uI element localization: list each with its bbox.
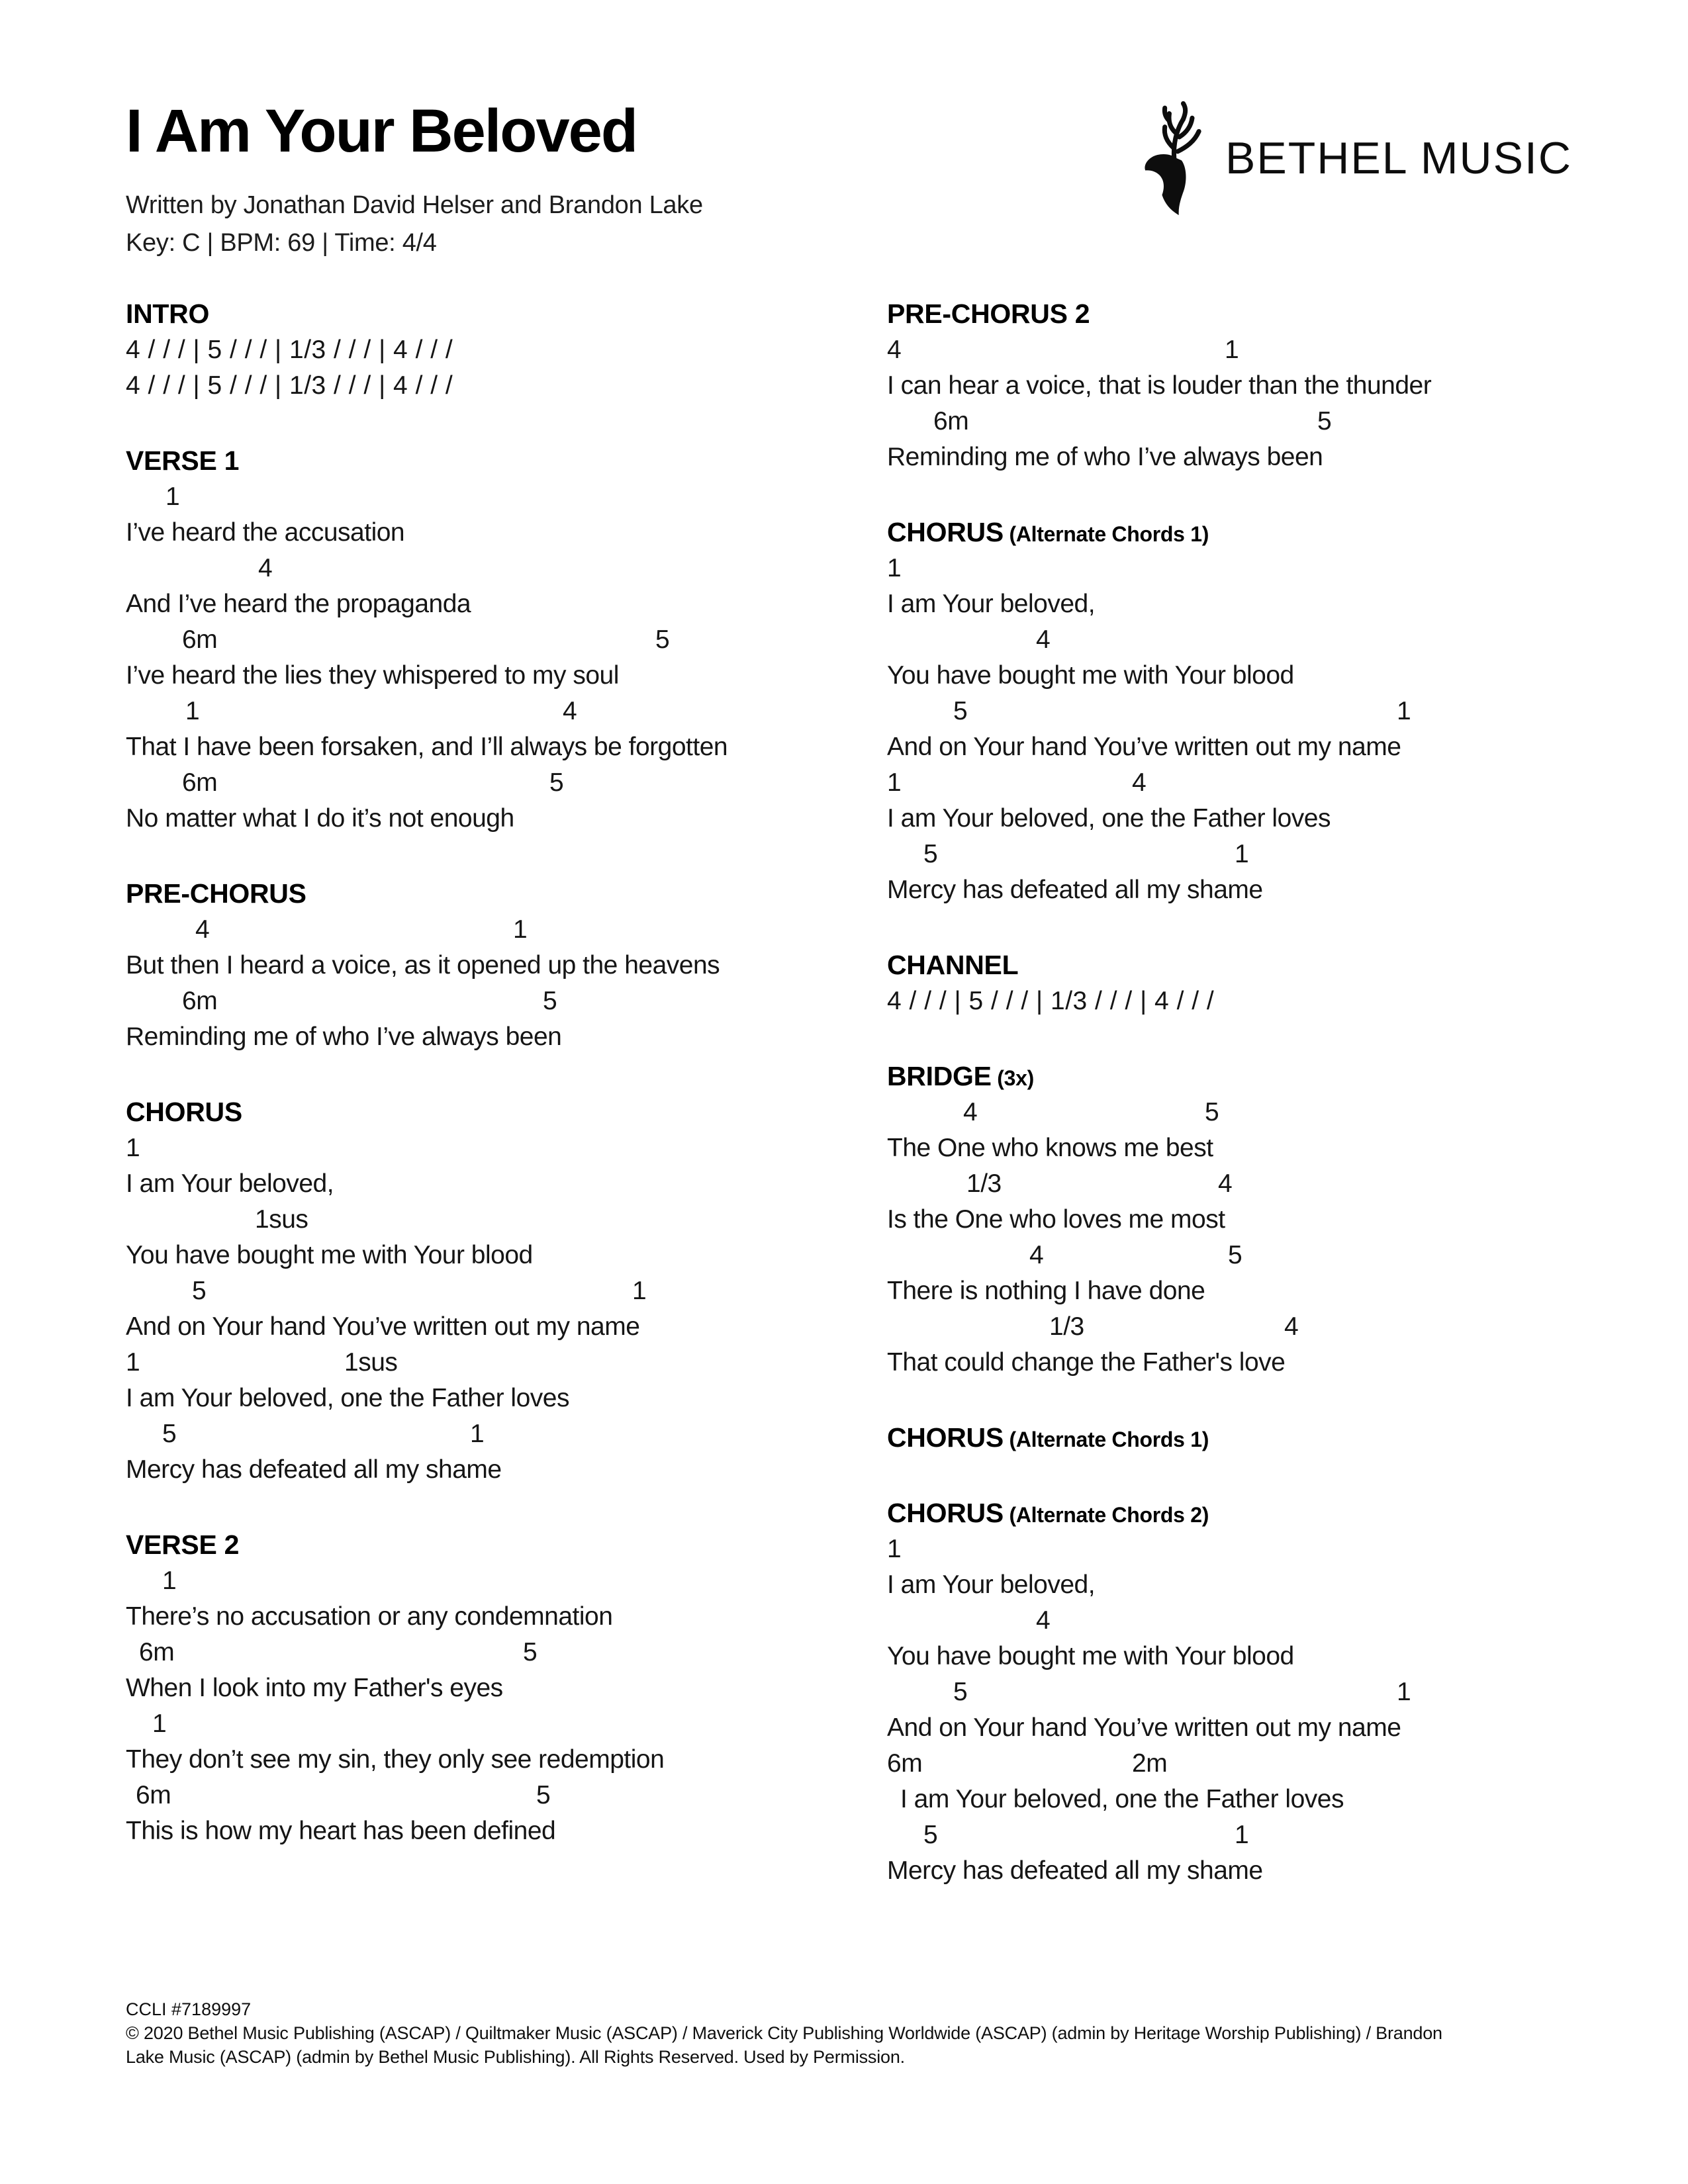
section-title: CHANNEL — [887, 950, 1019, 980]
chord: 5 — [923, 1821, 938, 1849]
chord-line — [887, 1746, 1572, 1782]
lyric-line: I am Your beloved, — [887, 590, 1096, 618]
chord: 5 — [655, 625, 670, 654]
section-intro — [126, 295, 887, 404]
chord-line — [887, 1817, 1572, 1853]
chord-line — [126, 765, 887, 801]
chord: 1 — [887, 554, 902, 582]
lyric-line: You have bought me with Your blood — [887, 661, 1294, 690]
chord: 5 — [192, 1277, 207, 1305]
section-title-suffix: (3x) — [991, 1066, 1034, 1090]
chord: 1 — [1235, 1821, 1249, 1849]
chord: 5 — [162, 1420, 177, 1448]
lyric-line: There’s no accusation or any condemnation — [126, 1602, 613, 1631]
chord: 5 — [536, 1781, 551, 1809]
lyric-line: I am Your beloved, — [126, 1169, 334, 1198]
chord: 6m — [139, 1638, 175, 1666]
chord: 4 — [195, 915, 210, 944]
chord-run-line: 4 / / / | 5 / / / | 1/3 / / / | 4 / / / — [126, 371, 453, 400]
section-bridge-3x — [887, 1058, 1572, 1381]
chord-line — [887, 622, 1572, 658]
chord-line — [126, 694, 887, 729]
chord-line — [887, 404, 1572, 439]
section-header — [887, 1494, 1572, 1531]
section-header — [887, 295, 1572, 332]
section-verse-1 — [126, 442, 887, 837]
chord-run-line: 4 / / / | 5 / / / | 1/3 / / / | 4 / / / — [887, 987, 1215, 1015]
chord: 1sus — [255, 1205, 308, 1234]
chord: 1 — [1235, 840, 1249, 868]
chord: 4 — [563, 697, 577, 725]
section-title: PRE-CHORUS — [126, 878, 306, 909]
song-key-bpm-time: Key: C | BPM: 69 | Time: 4/4 — [126, 228, 437, 257]
page-header — [126, 99, 1572, 257]
chord-line — [887, 1674, 1572, 1710]
lyric-line: I am Your beloved, one the Father loves — [126, 1384, 569, 1412]
chord-line — [126, 1563, 887, 1599]
section-header — [126, 442, 887, 479]
chord: 1 — [1397, 697, 1411, 725]
deer-icon — [1135, 99, 1213, 217]
chord-line — [887, 1309, 1572, 1345]
chord: 4 — [1284, 1312, 1299, 1341]
chord: 4 — [1029, 1241, 1044, 1269]
chord: 4 — [963, 1098, 978, 1126]
section-title: CHORUS — [887, 517, 1004, 547]
lyric-line: Reminding me of who I’ve always been — [126, 1023, 562, 1051]
chord: 1 — [1397, 1678, 1411, 1706]
chord-line — [887, 551, 1572, 586]
section-header — [887, 514, 1572, 551]
chord: 4 — [1036, 625, 1051, 654]
section-title: CHORUS — [887, 1498, 1004, 1528]
chord-line — [887, 694, 1572, 729]
copyright-line: © 2020 Bethel Music Publishing (ASCAP) / Quiltmaker Music (ASCAP) / Maverick City Publishing Worldwide (ASCAP) (admin by Heritage Worship Publishing) / Brandon — [126, 2023, 1442, 2043]
chord: 1/3 — [1049, 1312, 1084, 1341]
chord-line — [887, 1095, 1572, 1130]
section-title: VERSE 1 — [126, 445, 240, 476]
lyric-line: Reminding me of who I’ve always been — [887, 443, 1323, 471]
copyright-line: Lake Music (ASCAP) (admin by Bethel Music Publishing). All Rights Reserved. Used by Permission. — [126, 2047, 905, 2067]
section-channel — [887, 946, 1572, 1019]
lyric-line: I am Your beloved, one the Father loves — [900, 1785, 1344, 1813]
lyric-line: You have bought me with Your blood — [126, 1241, 533, 1269]
chord-line — [126, 1130, 887, 1166]
lyric-line: Mercy has defeated all my shame — [126, 1455, 502, 1484]
chord-line — [126, 1273, 887, 1309]
section-title-suffix: (Alternate Chords 2) — [1003, 1503, 1209, 1527]
bethel-music-logo — [1135, 99, 1572, 217]
chord: 4 — [258, 554, 273, 582]
section-chorus-alternate-chords-1 — [887, 1419, 1572, 1456]
chord-line — [126, 912, 887, 948]
chord-line — [126, 479, 887, 515]
chord-line — [126, 622, 887, 658]
chord-line — [126, 1345, 887, 1381]
chord: 1 — [162, 1567, 177, 1595]
lyric-line: This is how my heart has been defined — [126, 1817, 556, 1845]
right-column — [887, 295, 1572, 1927]
chord-line — [887, 1238, 1572, 1273]
chord-line — [887, 1531, 1572, 1567]
section-verse-2 — [126, 1526, 887, 1849]
section-title: CHORUS — [887, 1422, 1004, 1453]
chord-line — [887, 837, 1572, 872]
chord: 5 — [543, 987, 557, 1015]
chord: 6m — [136, 1781, 171, 1809]
section-title: INTRO — [126, 298, 210, 329]
lyric-line: There is nothing I have done — [887, 1277, 1205, 1305]
section-chorus-alternate-chords-2 — [887, 1494, 1572, 1889]
lyric-line: Mercy has defeated all my shame — [887, 876, 1263, 904]
lyric-line: No matter what I do it’s not enough — [126, 804, 514, 833]
chord: 4 — [887, 336, 902, 364]
chord: 1 — [513, 915, 528, 944]
chord: 4 — [1036, 1606, 1051, 1635]
chord: 1 — [185, 697, 200, 725]
chord-line — [126, 1202, 887, 1238]
section-header — [887, 1058, 1572, 1095]
chord-run-line: 4 / / / | 5 / / / | 1/3 / / / | 4 / / / — [126, 336, 453, 364]
chord: 5 — [549, 768, 564, 797]
chord: 1 — [632, 1277, 647, 1305]
chord: 6m — [182, 987, 218, 1015]
chord: 1 — [126, 1134, 140, 1162]
chord: 1 — [887, 1535, 902, 1563]
chord: 6m — [182, 625, 218, 654]
chord: 5 — [1205, 1098, 1219, 1126]
lyric-line: And on Your hand You’ve written out my name — [887, 733, 1401, 761]
chord-line — [887, 765, 1572, 801]
section-header — [126, 1526, 887, 1563]
ccli-number: CCLI #7189997 — [126, 1999, 252, 2019]
chord-line — [887, 1166, 1572, 1202]
chord-line — [126, 1706, 887, 1742]
chord: 4 — [1132, 768, 1147, 797]
logo-wordmark: BETHEL MUSIC — [1225, 133, 1572, 183]
chord: 1 — [152, 1709, 167, 1738]
left-column — [126, 295, 887, 1927]
chord-line — [126, 1416, 887, 1452]
chord-line — [887, 332, 1572, 368]
lyric-line: Mercy has defeated all my shame — [887, 1856, 1263, 1885]
chord-line — [126, 983, 887, 1019]
lyric-line: That I have been forsaken, and I’ll always be forgotten — [126, 733, 728, 761]
chord: 5 — [953, 1678, 968, 1706]
chord-line — [126, 551, 887, 586]
chart-columns — [126, 295, 1572, 1927]
chord: 1sus — [344, 1348, 398, 1377]
chord: 6m — [933, 407, 969, 435]
section-chorus — [126, 1093, 887, 1488]
lyric-line: But then I heard a voice, as it opened up the heavens — [126, 951, 720, 979]
chord: 1 — [887, 768, 902, 797]
chord-line — [887, 1603, 1572, 1639]
chord: 1 — [1225, 336, 1239, 364]
section-pre-chorus — [126, 875, 887, 1055]
chord: 4 — [1218, 1169, 1233, 1198]
chord: 1 — [165, 482, 180, 511]
chord: 5 — [523, 1638, 538, 1666]
lyric-line: I can hear a voice, that is louder than the thunder — [887, 371, 1432, 400]
section-title: BRIDGE — [887, 1061, 992, 1091]
chord: 5 — [923, 840, 938, 868]
lyric-line: I am Your beloved, one the Father loves — [887, 804, 1331, 833]
section-header — [887, 1419, 1572, 1456]
section-header — [126, 1093, 887, 1130]
section-title: CHORUS — [126, 1097, 242, 1127]
lyric-line: I’ve heard the accusation — [126, 518, 405, 547]
chord: 6m — [887, 1749, 923, 1778]
section-title-suffix: (Alternate Chords 1) — [1003, 1428, 1209, 1451]
chord: 5 — [1317, 407, 1332, 435]
chord: 2m — [1132, 1749, 1168, 1778]
lyric-line: That could change the Father's love — [887, 1348, 1286, 1377]
song-writers: Written by Jonathan David Helser and Brandon Lake — [126, 191, 703, 219]
lyric-line: They don’t see my sin, they only see redemption — [126, 1745, 665, 1774]
chord: 5 — [1228, 1241, 1243, 1269]
chord: 5 — [953, 697, 968, 725]
lyric-line: The One who knows me best — [887, 1134, 1213, 1162]
lyric-line: You have bought me with Your blood — [887, 1642, 1294, 1670]
title-block — [126, 99, 703, 257]
lyric-line: I am Your beloved, — [887, 1570, 1096, 1599]
section-header — [126, 875, 887, 912]
section-pre-chorus-2 — [887, 295, 1572, 475]
section-title-suffix: (Alternate Chords 1) — [1003, 522, 1209, 546]
lyric-line: I’ve heard the lies they whispered to my soul — [126, 661, 619, 690]
chord: 1 — [470, 1420, 485, 1448]
song-title: I Am Your Beloved — [126, 97, 637, 165]
section-header — [126, 295, 887, 332]
lyric-line: And on Your hand You’ve written out my name — [126, 1312, 640, 1341]
chord-line — [126, 1635, 887, 1670]
chord-line — [126, 1778, 887, 1813]
page-footer — [126, 1997, 1582, 2069]
lyric-line: And I’ve heard the propaganda — [126, 590, 471, 618]
lyric-line: Is the One who loves me most — [887, 1205, 1225, 1234]
section-title: PRE-CHORUS 2 — [887, 298, 1090, 329]
section-header — [887, 946, 1572, 983]
chord: 1/3 — [966, 1169, 1002, 1198]
lyric-line: When I look into my Father's eyes — [126, 1674, 503, 1702]
chord: 1 — [126, 1348, 140, 1377]
lyric-line: And on Your hand You’ve written out my name — [887, 1713, 1401, 1742]
chord: 6m — [182, 768, 218, 797]
section-title: VERSE 2 — [126, 1529, 240, 1560]
section-chorus-alternate-chords-1 — [887, 514, 1572, 908]
